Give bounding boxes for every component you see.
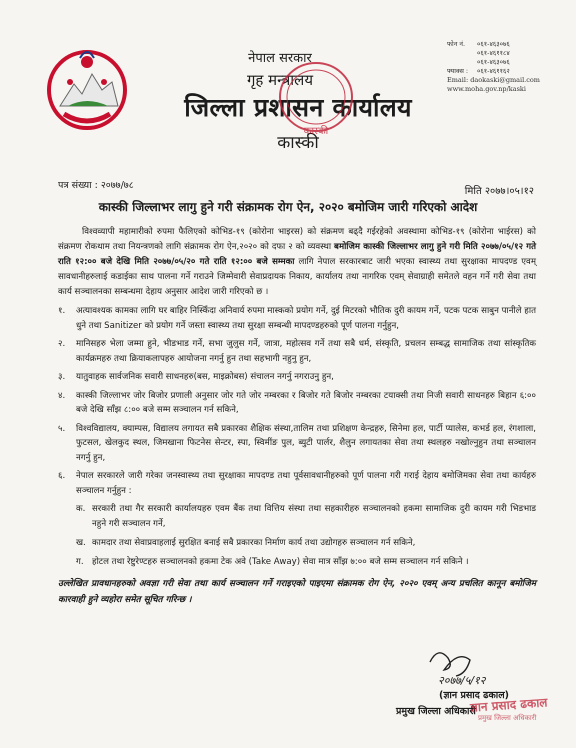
sub-list-number: क. — [76, 504, 86, 514]
list-text: कास्की जिल्लाभर जोर बिजोर प्रणाली अनुसार जोर गते जोर नम्बरका र बिजोर गते बिजोर नम्बरका टयाक्सी तथा निजी सवारी साधनहरु बिहान ६:०० बजे देखि साँझ ८:०० बजे सम्म सञ्चालन गर्न सकिने, — [76, 390, 536, 415]
list-number: ४. — [58, 390, 66, 401]
phone-label: फोन नं. — [447, 40, 466, 48]
phone-2: ०६१-४६११८४ — [477, 49, 510, 57]
list-item — [58, 422, 536, 466]
sub-list-text: होटल तथा रेष्टुरेण्टहरु सञ्चालनको हकमा टेक अवे (Take Away) सेवा मात्र साँझ ७:०० बजे सम्म सञ्चालन गर्न सकिने । — [92, 557, 469, 567]
intro-paragraph — [58, 225, 536, 300]
seal-text: कास्की — [303, 126, 329, 137]
sub-list-number: ख. — [76, 538, 86, 548]
list-item — [58, 304, 536, 333]
phone-1: ०६१-४६३०७६ — [477, 40, 510, 48]
list-item — [58, 337, 536, 366]
letter-body — [58, 225, 536, 608]
list-number: ६. — [58, 471, 66, 481]
header-nepal-gov: नेपाल सरकार — [248, 51, 312, 66]
sub-list-item — [76, 502, 536, 532]
signer-post: प्रमुख जिल्ला अधिकारी — [396, 706, 476, 717]
letter-number: पत्र संख्या : २०७७/७८ — [58, 180, 134, 191]
phone-3: ०६१-४६३०७६ — [477, 58, 510, 66]
stamp-name: ज्ञान प्रसाद ढकाल — [469, 695, 548, 715]
fax-label: फ्याक्स : — [447, 67, 469, 75]
header-ministry: गृह मन्त्रालय — [246, 71, 314, 89]
sub-list-text: कामदार तथा सेवाप्रवाहलाई सुरक्षित बनाई सबै प्रकारका निर्माण कार्य तथा उद्योगहरु सञ्चालन गर्न सकिने, — [92, 538, 416, 548]
signature-date: २०७७/५/१२ — [438, 674, 486, 687]
email-link[interactable]: Email: daokaski@gmail.com — [447, 76, 540, 84]
sub-list-text: सरकारी तथा गैर सरकारी कार्यालयहरु एवम बैंक तथा वित्तिय संस्था तथा सहकारीहरु सञ्चालनको हकमा सामाजिक दुरी कायम गरी भिडभाड नहुने गरी सञ्चालन गर्ने, — [92, 504, 536, 529]
list-number: ३. — [58, 372, 66, 382]
intro-text-1: विश्वव्यापी महामारीको रुपमा फैलिएको कोभिड-१९ (कोरोना भाइरस) को संक्रमण बढ्दै गईरहेको अवस्थामा कोभिड-१९ (कोरोना भाईरस) को संक्रमण रोकथाम तथा नियन्त्रणको लागि संक्रामक रोग ऐन,२०२० को दफा २ को व्यवस्था — [58, 227, 536, 252]
list-text: नेपाल सरकारले जारी गरेका जनस्वास्थ्य तथा सुरक्षाका मापदण्ड तथा पूर्वसावधानीहरुको पूर्ण पालना गरी गराई देहाय बमोजिमका सेवा तथा कार्यहरु सञ्चालन गर्नुहुन : — [76, 471, 536, 496]
header-district: कास्की — [277, 133, 319, 153]
sub-list — [76, 502, 536, 570]
list-text: यातुवाहक सार्वजनिक सवारी साधनहरु(बस, माइक्रोबस) संचालन नगर्नु नगराउनु हुन, — [76, 372, 334, 382]
office-title: जिल्ला प्रशासन कार्यालय — [184, 93, 412, 122]
sub-list-item — [76, 536, 536, 551]
closing-paragraph: उल्लेखित प्रावधानहरुको अवज्ञा गरी सेवा तथा कार्य सञ्चालन गर्ने गराइएको पाइएमा संक्रामक रोग ऐन, २०२० एवम् अन्य प्रचलित कानून बमोजिम कारवाही हुने व्यहोरा समेत सूचित गरिन्छ । — [58, 579, 536, 605]
list-number: ५. — [58, 423, 66, 434]
list-text: अत्यावश्यक कामका लागि घर बाहिर निस्किँदा अनिवार्य रुपमा मास्कको प्रयोग गर्ने, दुई मिटरको भौतिक दुरी कायम गर्ने, पटक पटक साबुन पानीले हात धुने तथा Sanitizer को प्रयोग गर्ने जस्ता स्वास्थ्य तथा सुरक्षा सम्बन्धी मापदण्डहरुको पूर्ण पालना गर्नुहुन, — [76, 306, 536, 331]
office-seal-stamp — [256, 52, 376, 142]
fax-number: ०६१-४६११६२ — [477, 67, 510, 75]
intro-text-2: लागि नेपाल सरकारबाट जारी भएका स्वास्थ्य तथा सुरक्षाका मापदण्ड एवम् सावधानीहरुलाई कडाईका साथ पालना गर्ने गराउने जिम्मेवारी सेवाप्रदायक निकाय, कार्यालय तथा नागरिक एवम् सेवाग्राही समेतले वहन गर्ने गरी सेवा तथा कार्य सञ्चालनका सम्बन्धमा देहाय अनुसार आदेश जारी गरिएको छ । — [58, 257, 536, 297]
sub-list-number: ग. — [76, 557, 84, 567]
list-number: २. — [58, 339, 66, 349]
contact-block — [447, 40, 567, 94]
letter-subject: कास्की जिल्लाभर लागु हुने गरी संक्रामक रोग ऐन, २०२० बमोजिम जारी गरिएको आदेश — [98, 200, 478, 214]
list-item — [58, 389, 536, 418]
sub-list-item — [76, 555, 536, 570]
website-link[interactable]: www.moha.gov.np/kaski — [447, 85, 526, 93]
order-list — [58, 304, 536, 498]
list-item — [58, 370, 536, 385]
list-text: विश्वविद्यालय, क्याम्पस, विद्यालय लगायत सबै प्रकारका शैक्षिक संस्था,तालिम तथा प्रशिक्षण केन्द्रहरु, सिनेमा हल, पार्टी प्यालेस, कभर्ड हल, रंगशाला, फुटसल, खेलकुद स्थल, जिमखाना फिटनेस सेन्टर, स्पा, स्विमींङ पुल, ब्युटी पार्लर, शैलुन लगायतका सेवा तथा स्थलहरु नखोल्नुहुन तथा सञ्चालन नगर्नु हुन, — [76, 423, 536, 463]
stamp-post: प्रमुख जिल्ला अधिकारी — [478, 714, 537, 722]
list-number: १. — [58, 306, 66, 316]
list-text: मानिसहरु भेला जम्मा हुने, भीडभाड गर्ने, सभा जुलुस गर्ने, जात्रा, महोत्सव गर्ने तथा सबै धर्म, संस्कृति, प्रचलन सम्बद्ध सामाजिक तथा सांस्कृतिक कार्यक्रमहरु तथा क्रियाकलापहरु आयोजना नगर्नु हुन तथा सहभागी नहुनु हुन, — [76, 339, 536, 364]
letter-date: मिति २०७७।०५।१२ — [464, 186, 534, 197]
list-item — [58, 469, 536, 498]
signer-name: (ज्ञान प्रसाद ढकाल) — [439, 690, 509, 701]
intro-text-bold: बमोजिम कास्की जिल्लाभर लागु हुने गरी मिति २०७७/०५/१२ गते राति १२:०० बजे देखि मिति २०७७/०५/२० गते राति १२:०० बजे सम्मका — [58, 242, 536, 267]
